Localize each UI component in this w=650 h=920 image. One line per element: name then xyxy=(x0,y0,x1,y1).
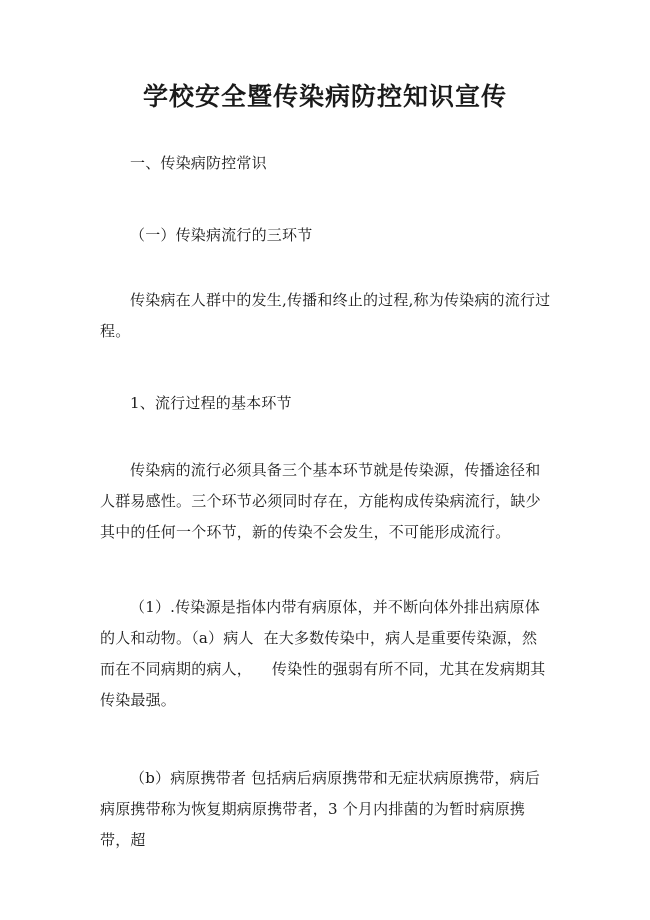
section-heading: 一、传染病防控常识 xyxy=(130,154,267,172)
paragraph: （b）病原携带者 包括病后病原携带和无症状病原携带，病后病原携带称为恢复期病原携带者，3 个月内排菌的为暂时病原携带，超 xyxy=(100,769,540,849)
paragraph: 传染病的流行必须具备三个基本环节就是传染源，传播途径和人群易感性。三个环节必须同时存在，方能构成传染病流行，缺少其中的任何一个环节，新的传染不会发生，不可能形成流行。 xyxy=(100,461,541,541)
subsection-heading: （一）传染病流行的三环节 xyxy=(130,226,313,244)
section-heading: 1、流行过程的基本环节 xyxy=(130,394,292,412)
paragraph: 传染病在人群中的发生,传播和终止的过程,称为传染病的流行过程。 xyxy=(100,291,551,340)
document-title: 学校安全暨传染病防控知识宣传 xyxy=(142,82,507,111)
paragraph: （1）.传染源是指体内带有病原体，并不断向体外排出病原体的人和动物。（a）病人 在大多数传染中，病人是重要传染源，然而在不同病期的病人， 传染性的强弱有所不同，尤其在发病期其传染最强。 xyxy=(100,598,546,709)
